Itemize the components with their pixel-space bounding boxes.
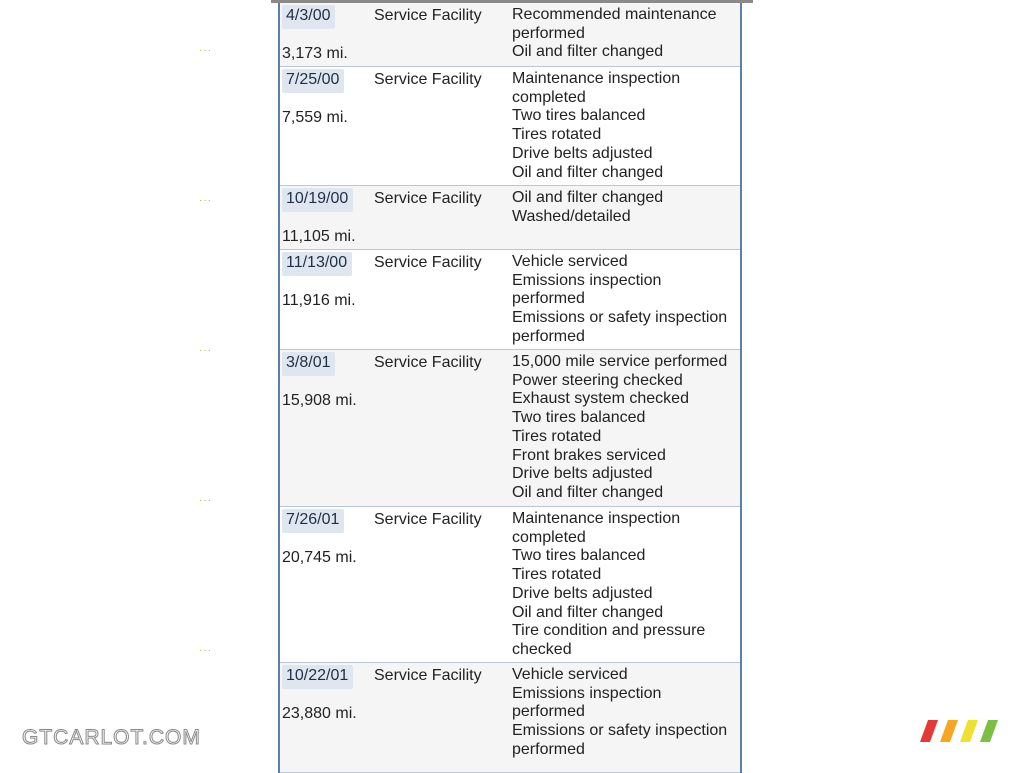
service-line: Oil and filter changed <box>512 43 664 61</box>
decorative-dots: ··· <box>199 45 212 56</box>
service-record <box>280 350 740 507</box>
service-line: checked <box>512 640 572 658</box>
service-line: Tire condition and pressure <box>512 622 706 640</box>
record-facility: Service Facility <box>374 667 482 684</box>
record-facility: Service Facility <box>374 254 482 271</box>
record-mileage: 15,908 mi. <box>282 392 357 409</box>
service-line: Tires rotated <box>512 427 602 445</box>
service-line: Maintenance inspection <box>512 70 681 87</box>
record-mileage: 23,880 mi. <box>282 705 357 722</box>
service-line: Tires rotated <box>512 126 602 144</box>
record-facility: Service Facility <box>374 7 482 24</box>
service-line: Drive belts adjusted <box>512 584 653 602</box>
service-line: Power steering checked <box>512 371 683 389</box>
record-date[interactable]: 11/13/00 <box>282 252 352 276</box>
service-line: Emissions inspection <box>512 271 662 289</box>
record-services <box>512 510 740 660</box>
service-line: Emissions inspection <box>512 684 662 702</box>
service-line: performed <box>512 740 585 758</box>
decorative-dots: ··· <box>199 495 212 506</box>
record-mileage: 11,105 mi. <box>282 228 356 245</box>
service-line: performed <box>512 703 585 721</box>
service-line: Vehicle serviced <box>512 666 628 683</box>
record-services <box>512 666 740 760</box>
logo-stripe-yellow <box>960 720 978 742</box>
logo-stripe-green <box>980 720 998 742</box>
record-date[interactable]: 7/26/01 <box>282 509 344 533</box>
record-services <box>512 353 740 503</box>
service-record <box>280 3 740 67</box>
service-record <box>280 663 740 773</box>
service-line: completed <box>512 528 586 546</box>
service-line: Drive belts adjusted <box>512 465 653 483</box>
record-services <box>512 6 740 62</box>
service-record <box>280 67 740 186</box>
decorative-dots: ··· <box>199 345 212 356</box>
service-line: Washed/detailed <box>512 207 631 225</box>
service-history-table <box>278 3 742 773</box>
service-record <box>280 186 740 250</box>
logo-icon <box>920 720 998 742</box>
service-line: Tires rotated <box>512 566 602 584</box>
service-line: Two tires balanced <box>512 409 646 427</box>
record-facility: Service Facility <box>374 71 482 88</box>
record-facility: Service Facility <box>374 190 482 207</box>
service-line: Vehicle serviced <box>512 253 628 270</box>
service-line: Oil and filter changed <box>512 163 664 181</box>
service-line: Two tires balanced <box>512 547 646 565</box>
service-line: 15,000 mile service performed <box>512 353 728 370</box>
record-date[interactable]: 10/22/01 <box>282 665 353 689</box>
service-line: Oil and filter changed <box>512 603 664 621</box>
watermark-text: GTCARLOT.COM <box>22 726 201 749</box>
service-line: Emissions or safety inspection <box>512 309 728 327</box>
decorative-dots: ··· <box>199 195 212 206</box>
service-line: performed <box>512 24 585 42</box>
service-record <box>280 250 740 350</box>
service-line: Oil and filter changed <box>512 189 664 206</box>
service-line: Oil and filter changed <box>512 483 664 501</box>
record-facility: Service Facility <box>374 511 482 528</box>
service-line: Front brakes serviced <box>512 446 666 464</box>
record-services <box>512 189 740 226</box>
service-line: completed <box>512 88 586 106</box>
service-line: Exhaust system checked <box>512 390 689 408</box>
record-date[interactable]: 10/19/00 <box>282 188 353 212</box>
record-mileage: 20,745 mi. <box>282 549 357 566</box>
record-facility: Service Facility <box>374 354 482 371</box>
service-line: Recommended maintenance <box>512 6 717 23</box>
service-line: Drive belts adjusted <box>512 144 653 162</box>
record-mileage: 7,559 mi. <box>282 109 348 126</box>
record-date[interactable]: 4/3/00 <box>282 5 335 29</box>
record-date[interactable]: 3/8/01 <box>282 352 335 376</box>
service-line: performed <box>512 290 585 308</box>
logo-stripe-orange <box>940 720 958 742</box>
service-record <box>280 507 740 663</box>
service-line: Maintenance inspection <box>512 510 681 527</box>
decorative-dots: ··· <box>199 645 212 656</box>
service-line: Emissions or safety inspection <box>512 722 728 740</box>
record-services <box>512 253 740 347</box>
service-line: Two tires balanced <box>512 107 646 125</box>
logo-stripe-red <box>920 720 938 742</box>
record-date[interactable]: 7/25/00 <box>282 69 344 93</box>
service-line: performed <box>512 327 585 345</box>
record-mileage: 3,173 mi. <box>282 45 348 62</box>
record-services <box>512 70 740 182</box>
record-mileage: 11,916 mi. <box>282 292 356 309</box>
